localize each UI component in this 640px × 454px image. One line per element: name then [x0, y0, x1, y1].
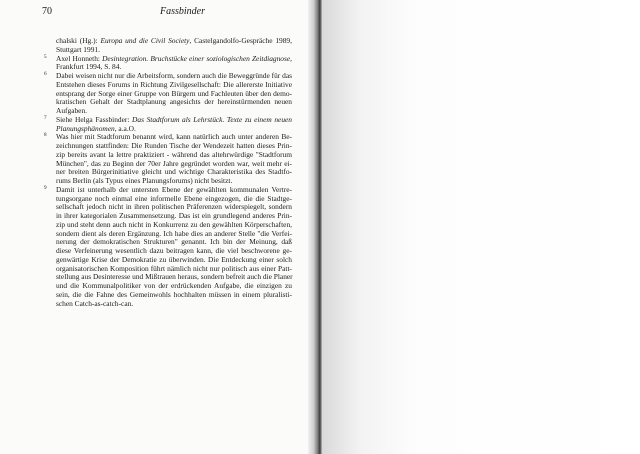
- text-run: Frankfurt 1994, S. 84.: [56, 62, 122, 72]
- endnote-number: 6: [44, 71, 47, 77]
- italic-text: Das Stadtforum als Lehrstück. Texte zu einem neuen: [132, 114, 292, 124]
- text-run: Dabei weisen nicht nur die Arbeitsform, sondern auch die Beweggründe für das: [56, 71, 292, 80]
- text-run: entsprang der Sorge einer Gruppe von Bürgern und Fachleuten über den demo-: [56, 88, 292, 98]
- text-run: ,: [290, 53, 292, 63]
- text-run: Was hier mit Stadtforum benannt wird, kann natürlich auch unter anderen Be-: [56, 132, 292, 142]
- text-run: organisatorischen Komposition führt nämlich nicht nur politisch aus einer Patt-: [56, 263, 292, 273]
- endnote-number: 5: [44, 53, 47, 60]
- text-run: in ihrer kategorialen Zusammensetzung. Das ist ein grundlegend anderes Prin-: [56, 211, 292, 220]
- italic-text: Planungsphänomen: [56, 123, 115, 133]
- endnote: [44, 132, 292, 186]
- text-run: diese Verfeinerung wesentlich dazu beitragen kann, die viel beschworene ge-: [56, 246, 292, 255]
- text-run: München", das zu Beginn der 70er Jahre gegründet worden war, weit mehr ei-: [56, 158, 292, 168]
- text-run: Aufgaben.: [56, 106, 87, 115]
- text-run: nerung der demokratischen Strukturen" genannt. Ich bin der Meinung, daß: [56, 237, 292, 247]
- running-head: Fassbinder: [160, 6, 205, 17]
- text-run: Damit ist unterhalb der untersten Ebene der gewählten kommunalen Vertre-: [56, 184, 292, 194]
- endnote-line: [56, 300, 292, 309]
- text-run: Axel Honneth:: [56, 53, 103, 63]
- text-run: chalski (Hg.):: [56, 36, 101, 45]
- text-run: genwärtige Krise der Demokratie zu überwinden. Die Entdeckung einer solch: [56, 254, 292, 264]
- endnote: [56, 37, 292, 55]
- endnote: [44, 71, 292, 116]
- text-run: Siehe Helga Fassbinder:: [56, 114, 133, 124]
- book-gutter: [308, 0, 322, 454]
- text-run: tungsorgane noch einmal eine informelle Ebene eingezogen, die die Stadtge-: [56, 193, 292, 203]
- text-run: kratischen Gehalt der Stadtplanung angesichts der hereinstürmenden neuen: [56, 97, 292, 107]
- text-run: und die Kommunalpolitiker von der erdrückenden Aufgabe, die einzigen zu: [56, 281, 292, 290]
- endnote: [44, 114, 292, 134]
- text-run: , Castelgandolfo-Gespräche 1989,: [189, 36, 292, 45]
- left-page: [0, 0, 314, 454]
- endnote-number: 7: [44, 114, 47, 121]
- right-page-blank: [322, 0, 640, 454]
- italic-text: Desintegration. Bruchstücke einer soziologischen Zeitdiagnose: [102, 53, 291, 63]
- endnote: [44, 184, 293, 309]
- text-run: stellung aus Desinteresse und Mißtrauen heraus, sondern befreit auch die Planer: [56, 272, 293, 282]
- text-run: zip bereits avant la lettre praktiziert - während das altehrwürdige "Stadtforum: [56, 149, 292, 159]
- endnote: [44, 53, 292, 73]
- text-run: ner breiten Bürgerinitiative gleicht und wichtige Charakteristika des Stadtfo-: [56, 167, 292, 177]
- endnote-number: 9: [44, 184, 47, 191]
- text-run: Entstehen dieses Forums in Richtung Zivilgesellschaft: Die allererste Initiative: [56, 79, 292, 89]
- endnotes: [44, 36, 293, 308]
- text-run: schen Catch-as-catch-can.: [56, 298, 134, 308]
- text-run: sondern dient als deren Ergänzung. Ich habe dies an anderer Stelle "die Verfei-: [56, 228, 292, 238]
- text-run: zeichnungen stattfinden: Die Runden Tische der Wendezeit hatten dieses Prin-: [56, 141, 292, 150]
- italic-text: Europa und die Civil Society: [100, 36, 190, 45]
- endnote-line: [56, 98, 292, 107]
- text-run: rums Berlin (als Typus eines Planungsforums) nicht besitzt.: [56, 176, 233, 185]
- text-run: sein, die die Fahne des Gemeinwohls hochhalten müssen in einem pluralisti-: [56, 289, 292, 299]
- endnote-number: 8: [44, 132, 47, 139]
- text-run: , a.a.O.: [114, 123, 136, 133]
- text-run: sellschaft jedoch nicht in ihren politischen Präferenzen widerspiegelt, sondern: [56, 202, 292, 212]
- page-number: 70: [42, 6, 52, 17]
- text-run: zip und steht denn auch nicht in Konkurrenz zu den gewählten Körperschaften,: [56, 219, 292, 229]
- text-run: Stuttgart 1991.: [56, 44, 100, 54]
